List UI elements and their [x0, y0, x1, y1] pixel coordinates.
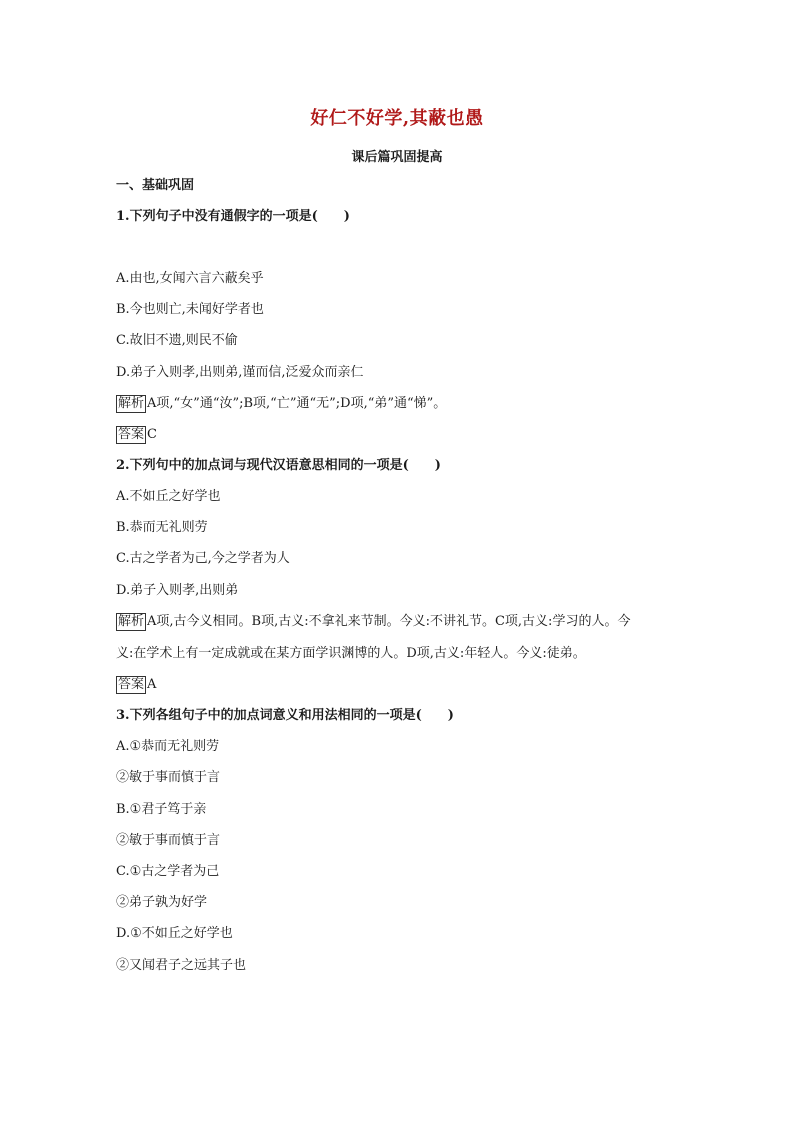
q3-option-a1: A.①恭而无礼则劳: [116, 739, 220, 754]
section-heading: 一、基础巩固: [116, 178, 195, 193]
q2-analysis: [116, 613, 630, 631]
answer-label: 答案: [118, 427, 145, 442]
q3-option-d1: D.①不如丘之好学也: [116, 926, 233, 941]
q3-option-b1: B.①君子笃于亲: [116, 802, 207, 817]
q3-option-c1: C.①古之学者为己: [116, 864, 220, 879]
q2-answer: [116, 676, 156, 694]
q2-stem: 2.下列句中的加点词与现代汉语意思相同的一项是( ): [116, 458, 441, 473]
q2-analysis-cont: 义:在学术上有一定成就或在某方面学识渊博的人。D项,古义:年轻人。今义:徒弟。: [116, 646, 586, 661]
q3-option-b2: ②敏于事而慎于言: [116, 833, 221, 848]
q1-option-a: A.由也,女闻六言六蔽矣乎: [116, 271, 264, 286]
q3-option-d2: ②又闻君子之远其子也: [116, 958, 247, 973]
q3-option-a2: ②敏于事而慎于言: [116, 770, 221, 785]
answer-text: A: [147, 677, 157, 692]
q1-analysis: [116, 395, 446, 413]
answer-text: C: [147, 427, 157, 442]
q2-option-c: C.古之学者为己,今之学者为人: [116, 551, 290, 566]
q2-option-a: A.不如丘之好学也: [116, 489, 221, 504]
q1-stem: 1.下列句子中没有通假字的一项是( ): [116, 209, 350, 224]
q1-option-b: B.今也则亡,未闻好学者也: [116, 302, 264, 317]
analysis-text: A项,“女”通“汝”;B项,“亡”通“无”;D项,“弟”通“悌”。: [147, 396, 447, 411]
q1-option-d: D.弟子入则孝,出则弟,谨而信,泛爱众而亲仁: [116, 365, 364, 380]
page-title: 好仁不好学,其蔽也愚: [310, 108, 484, 129]
q1-answer: [116, 426, 157, 444]
q3-option-c2: ②弟子孰为好学: [116, 895, 208, 910]
analysis-label: 解析: [118, 396, 145, 411]
page-subtitle: 课后篇巩固提高: [351, 150, 443, 165]
q1-option-c: C.故旧不遗,则民不偷: [116, 333, 238, 348]
q3-stem: 3.下列各组句子中的加点词意义和用法相同的一项是( ): [116, 708, 454, 723]
analysis-text: A项,古今义相同。B项,古义:不拿礼来节制。今义:不讲礼节。C项,古义:学习的人。今: [147, 614, 631, 629]
answer-label: 答案: [118, 677, 145, 692]
analysis-label: 解析: [118, 614, 145, 629]
q2-option-b: B.恭而无礼则劳: [116, 520, 208, 535]
q2-option-d: D.弟子入则孝,出则弟: [116, 583, 239, 598]
